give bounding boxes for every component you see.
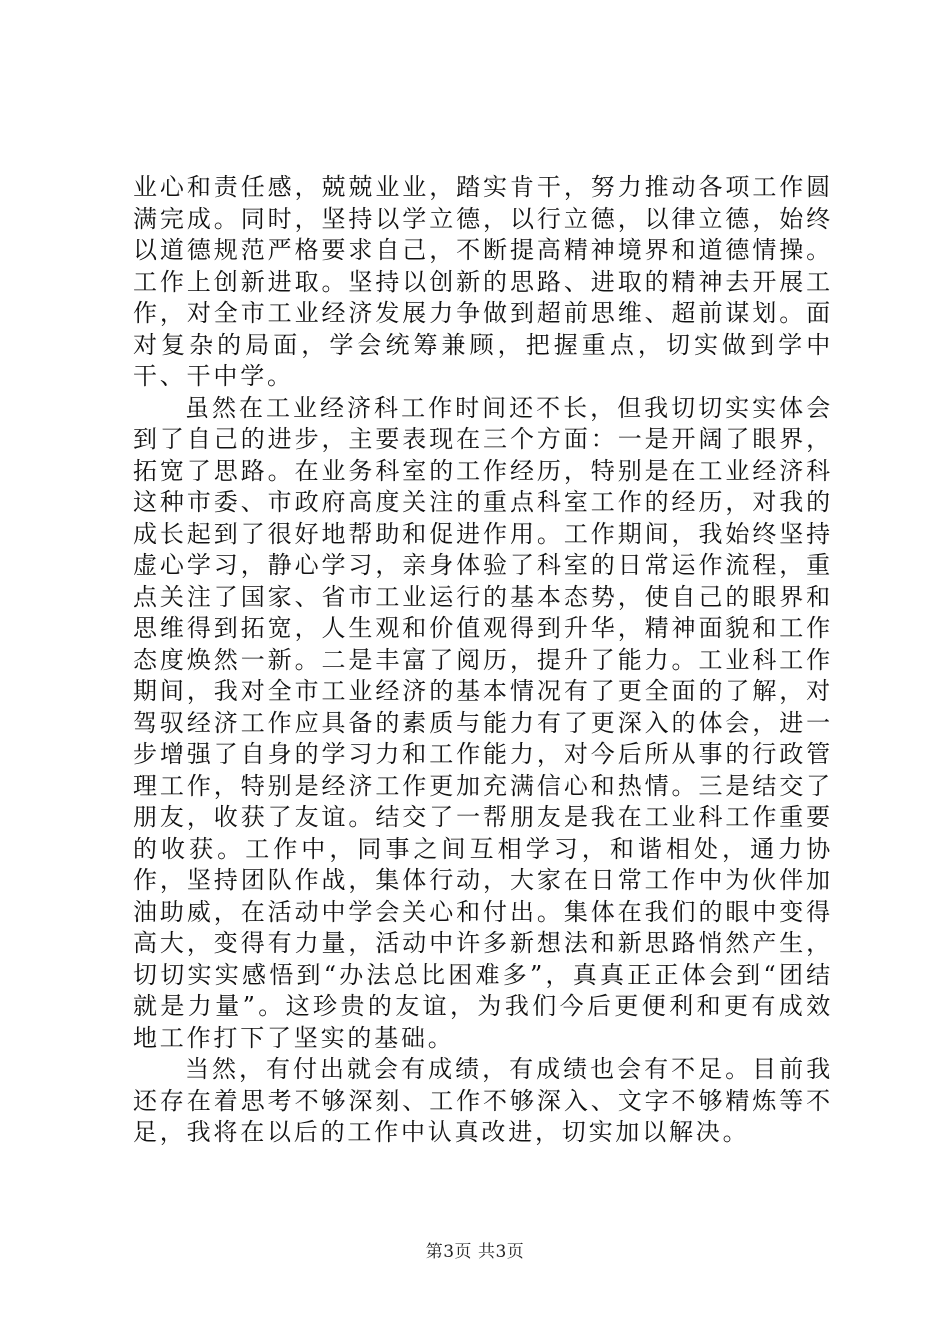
paragraph-1: 业心和责任感，兢兢业业，踏实肯干，努力推动各项工作圆满完成。同时，坚持以学立德，以行立德，以律立德，始终以道德规范严格要求自己，不断提高精神境界和道德情操。工作上创新进取。坚持以创新的思路、进取的精神去开展工作，对全市工业经济发展力争做到超前思维、超前谋划。面对复杂的局面，学会统筹兼顾，把握重点，切实做到学中干、干中学。 (133, 173, 833, 390)
paragraph-2: 虽然在工业经济科工作时间还不长，但我切切实实体会到了自己的进步，主要表现在三个方面：一是开阔了眼界，拓宽了思路。在业务科室的工作经历，特别是在工业经济科这种市委、市政府高度关注的重点科室工作的经历，对我的成长起到了很好地帮助和促进作用。工作期间，我始终坚持虚心学习，静心学习，亲身体验了科室的日常运作流程，重点关注了国家、省市工业运行的基本态势，使自己的眼界和思维得到拓宽，人生观和价值观得到升华，精神面貌和工作态度焕然一新。二是丰富了阅历，提升了能力。工业科工作期间，我对全市工业经济的基本情况有了更全面的了解，对驾驭经济工作应具备的素质与能力有了更深入的体会，进一步增强了自身的学习力和工作能力，对今后所从事的行政管理工作，特别是经济工作更加充满信心和热情。三是结交了朋友，收获了友谊。结交了一帮朋友是我在工业科工作重要的收获。工作中，同事之间互相学习，和谐相处，通力协作，坚持团队作战，集体行动，大家在日常工作中为伙伴加油助威，在活动中学会关心和付出。集体在我们的眼中变得高大，变得有力量，活动中许多新想法和新思路悄然产生，切切实实感悟到“办法总比困难多”，真真正正体会到“团结就是力量”。这珍贵的友谊，为我们今后更便利和更有成效地工作打下了坚实的基础。 (133, 393, 833, 1052)
document-body (133, 172, 833, 1149)
paragraph-3: 当然，有付出就会有成绩，有成绩也会有不足。目前我还存在着思考不够深刻、工作不够深入、文字不够精炼等不足，我将在以后的工作中认真改进，切实加以解决。 (133, 1055, 833, 1146)
page-number-footer: 第3页 共3页 (425, 1242, 525, 1262)
